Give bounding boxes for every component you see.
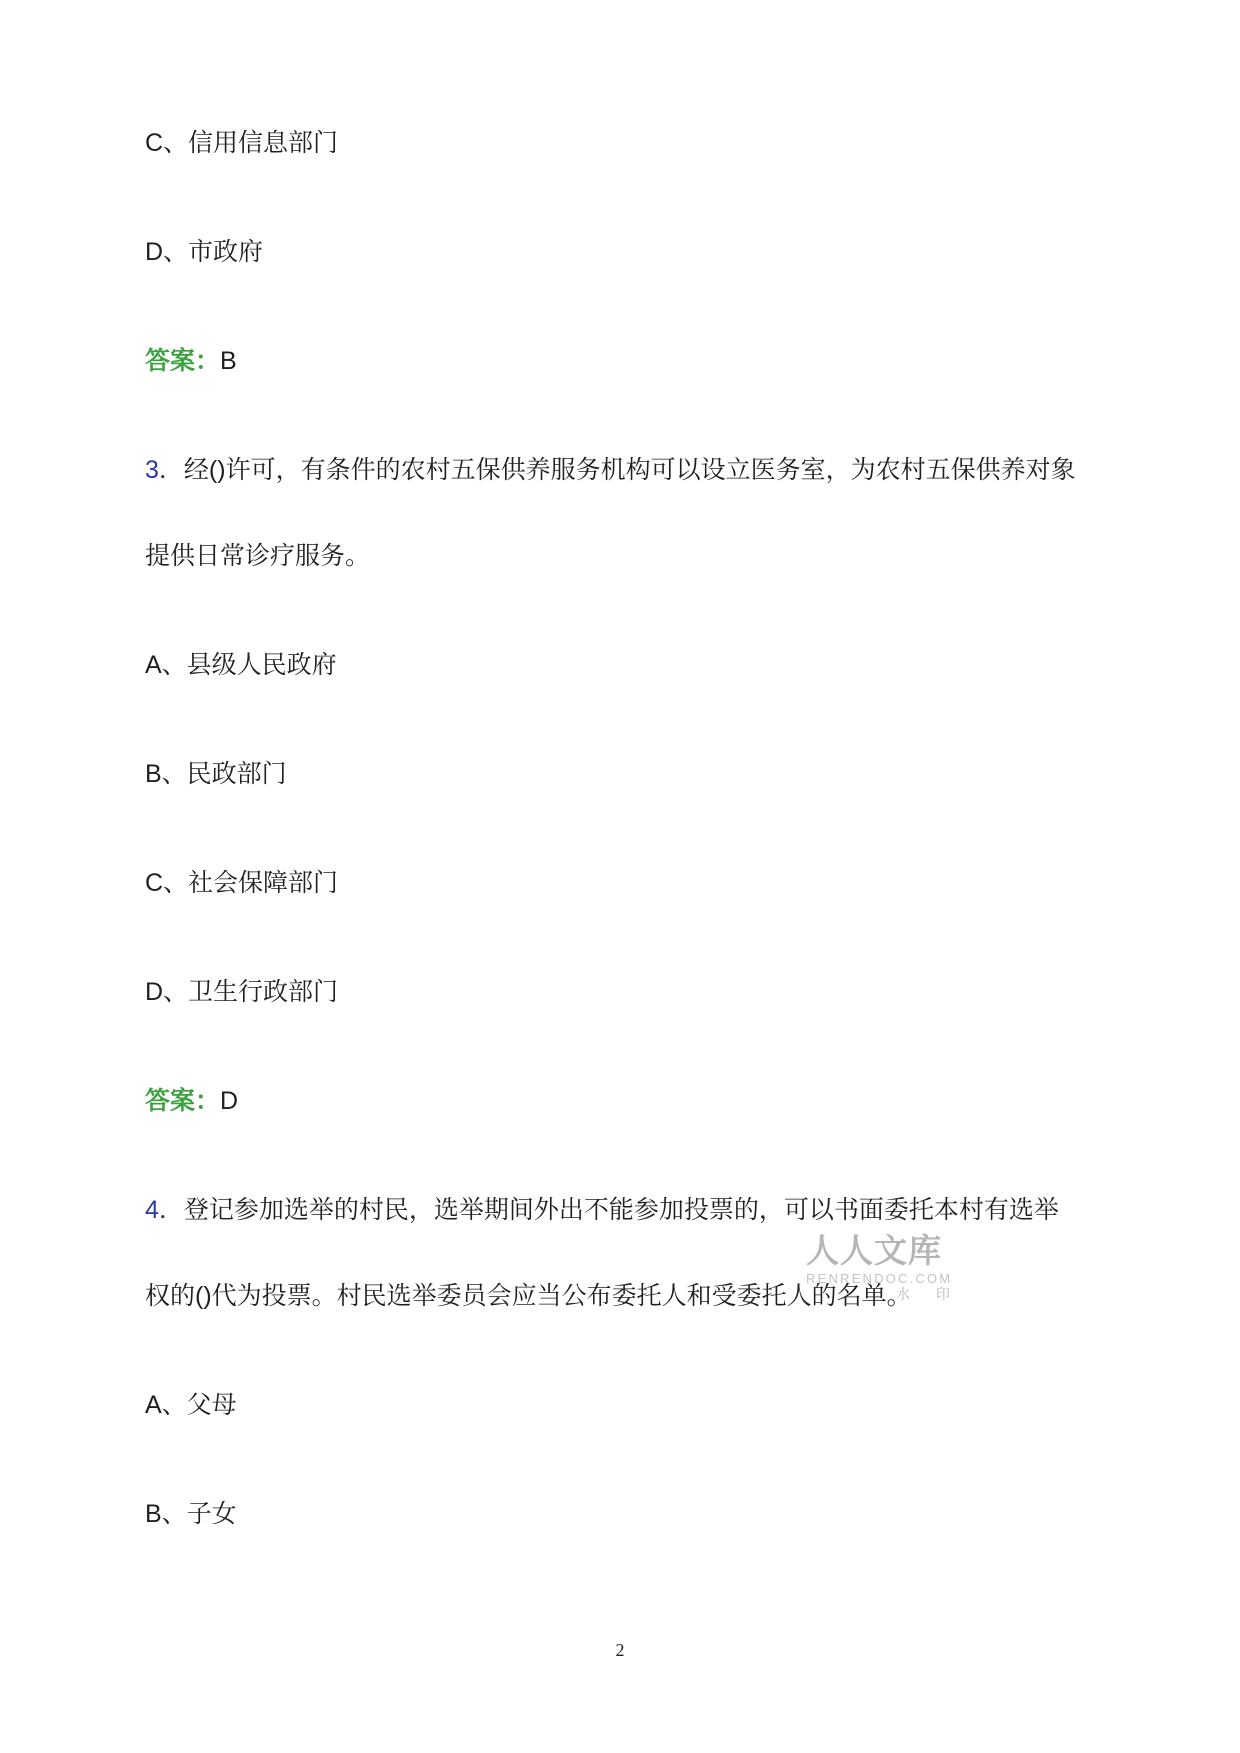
page-number: 2 — [615, 1640, 625, 1660]
option-line-a-parents: A、父母 — [145, 1391, 237, 1419]
question-number-separator: ． — [158, 1196, 184, 1224]
question-number-separator: ． — [158, 456, 184, 484]
watermark-domain-text: RENRENDOC.COM — [806, 1271, 953, 1286]
answer-colon: ： — [195, 1087, 221, 1115]
question-text: 经()许可，有条件的农村五保供养服务机构可以设立医务室，为农村五保供养对象 — [183, 456, 1076, 484]
question-3-line-2: 提供日常诊疗服务。 — [145, 542, 371, 570]
question-3 — [145, 427, 1095, 599]
answer-line-q3 — [145, 1058, 1095, 1144]
answer-line-q2 — [145, 318, 1095, 404]
option-line-a-countygov: A、县级人民政府 — [145, 651, 337, 679]
answer-value: B — [220, 347, 237, 375]
watermark-stamp-text: 水 印 — [896, 1286, 961, 1302]
question-3-line-1 — [145, 427, 1095, 513]
option-line-d-citygov: D、市政府 — [145, 238, 264, 266]
question-4 — [145, 1167, 1095, 1339]
watermark-logo-text: 人人文库 — [806, 1234, 942, 1270]
option-line-c-credit: C、信用信息部门 — [145, 129, 339, 157]
exam-text-block — [145, 100, 1095, 1580]
option-line-c-socialsecurity: C、社会保障部门 — [145, 869, 339, 897]
answer-value: D — [220, 1087, 239, 1115]
option-line-b-civilaffairs: B、民政部门 — [145, 760, 287, 788]
answer-label: 答案 — [145, 347, 196, 375]
question-text: 登记参加选举的村民，选举期间外出不能参加投票的，可以书面委托本村有选举 — [183, 1196, 1059, 1224]
question-4-line-1 — [145, 1167, 1095, 1253]
question-number: 3 — [145, 456, 159, 484]
question-number: 4 — [145, 1196, 159, 1224]
option-line-b-children: B、子女 — [145, 1500, 237, 1528]
question-4-line-2: 权的()代为投票。村民选举委员会应当公布委托人和受委托人的名单。 — [145, 1282, 912, 1310]
answer-colon: ： — [195, 347, 221, 375]
option-line-d-health: D、卫生行政部门 — [145, 978, 339, 1006]
answer-label: 答案 — [145, 1087, 196, 1115]
